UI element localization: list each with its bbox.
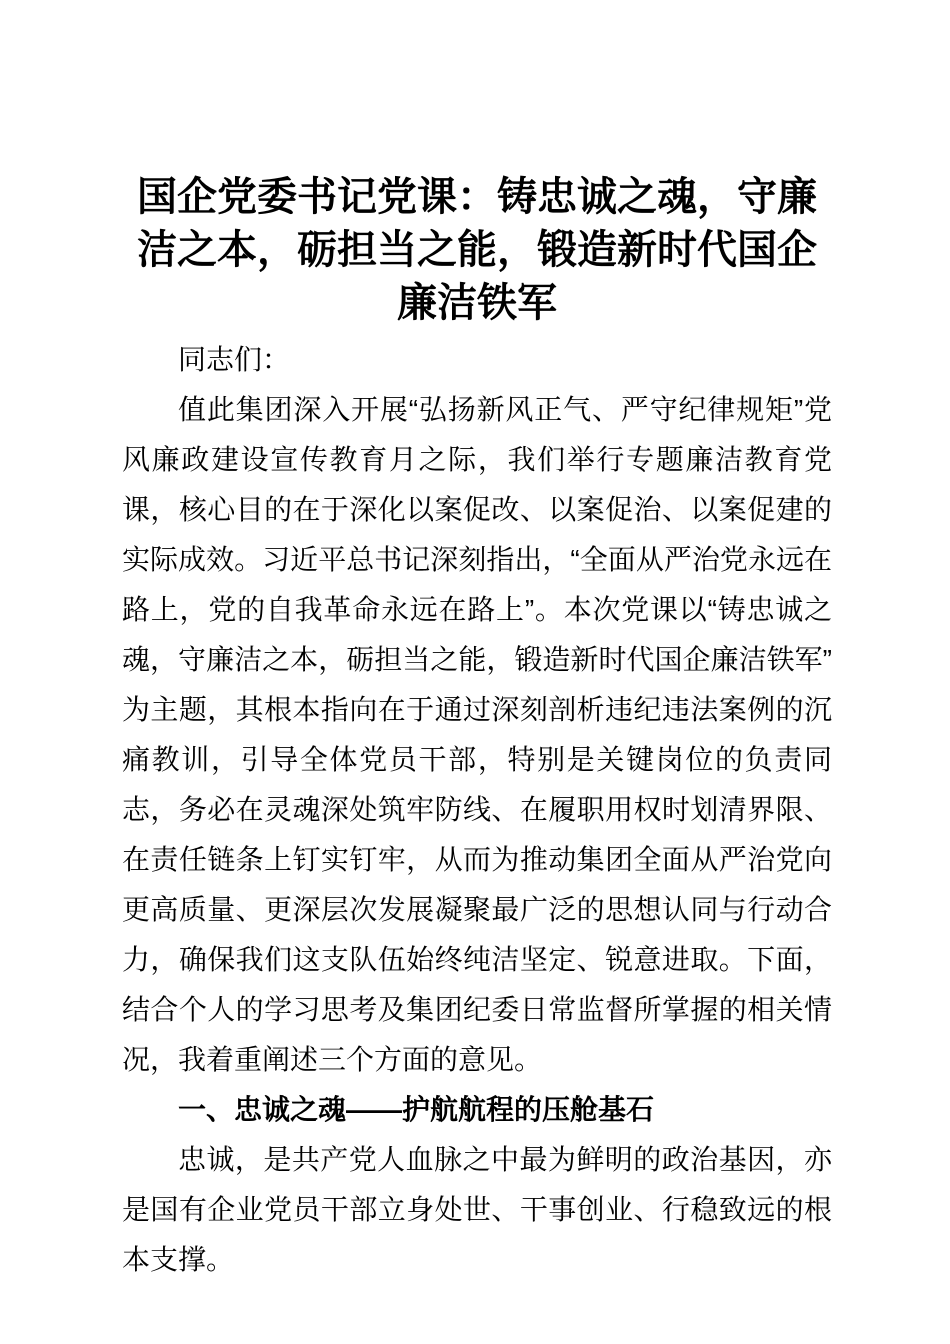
document-title: 国企党委书记党课：铸忠诚之魂，守廉洁之本，砺担当之能，锻造新时代国企廉洁铁军: [137, 174, 817, 325]
section-heading: 一、忠诚之魂——护航航程的压舱基石: [178, 1094, 655, 1125]
body-paragraph: 忠诚，是共产党人血脉之中最为鲜明的政治基因，亦是国有企业党员干部立身处世、干事创业、行稳致远的根本支撑。: [122, 1144, 832, 1275]
body-paragraph: 值此集团深入开展“弘扬新风正气、严守纪律规矩”党风廉政建设宣传教育月之际，我们举行专题廉洁教育党课，核心目的在于深化以案促改、以案促治、以案促建的实际成效。习近平总书记深刻指出，“全面从严治党永远在路上，党的自我革命永远在路上”。本次党课以“铸忠诚之魂，守廉洁之本，砺担当之能，锻造新时代国企廉洁铁军”为主题，其根本指向在于通过深刻剖析违纪违法案例的沉痛教训，引导全体党员干部，特别是关键岗位的负责同志，务必在灵魂深处筑牢防线、在履职用权时划清界限、在责任链条上钉实钉牢，从而为推动集团全面从严治党向更高质量、更深层次发展凝聚最广泛的思想认同与行动合力，确保我们这支队伍始终纯洁坚定、锐意进取。下面，结合个人的学习思考及集团纪委日常监督所掌握的相关情况，我着重阐述三个方面的意见。: [122, 394, 832, 1075]
document-body: [122, 335, 832, 1285]
body-paragraph: 同志们：: [178, 344, 291, 375]
